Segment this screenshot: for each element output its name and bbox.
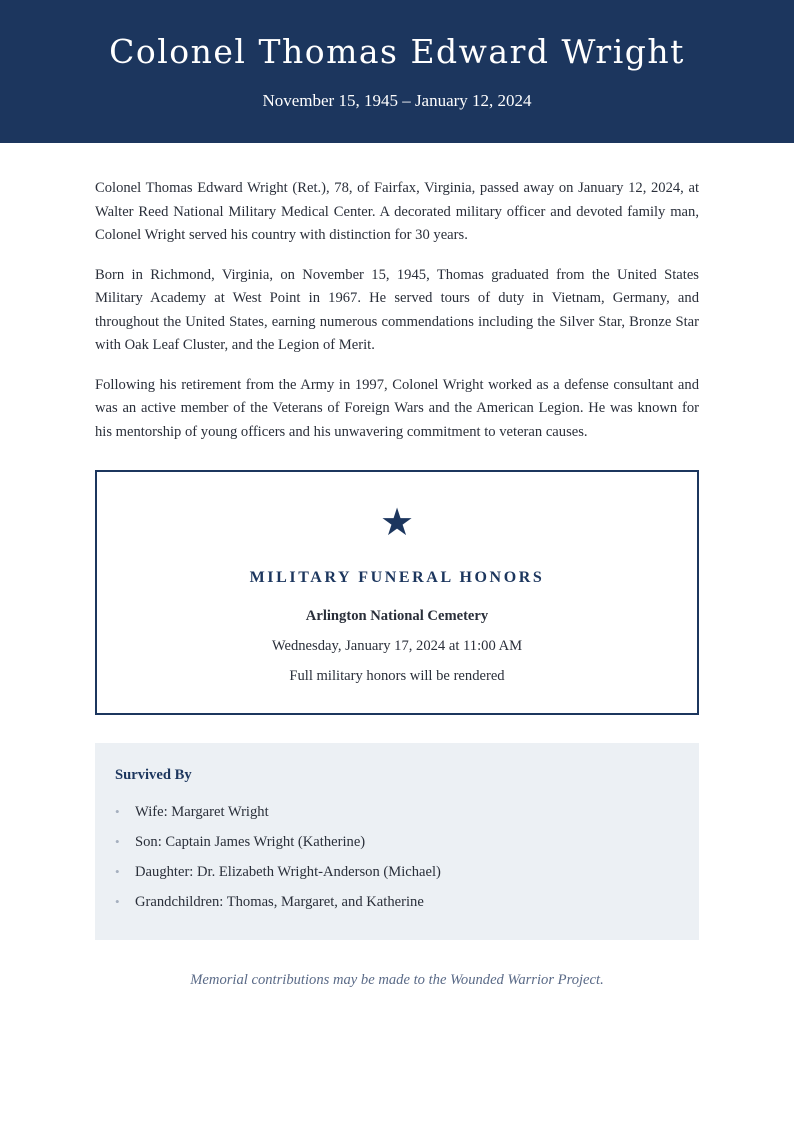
obituary-content (0, 143, 794, 990)
obituary-header (0, 0, 794, 143)
list-item (115, 832, 679, 852)
survivor-text: Daughter: Dr. Elizabeth Wright-Anderson (Michael) (135, 864, 441, 880)
survivor-text: Wife: Margaret Wright (135, 804, 269, 820)
list-item (115, 862, 679, 882)
paragraph-intro: Colonel Thomas Edward Wright (Ret.), 78, of Fairfax, Virginia, passed away on January 12, 2024, at Walter Reed National Military Medical Center. A decorated military officer and devoted family man, Colonel Wright served his country with distinction for 30 years. (95, 180, 699, 243)
bullet-icon: • (115, 864, 120, 879)
list-item (115, 802, 679, 822)
service-datetime: Wednesday, January 17, 2024 at 11:00 AM (271, 638, 523, 654)
paragraph-retirement: Following his retirement from the Army in 1997, Colonel Wright worked as a defense consultant and was an active member of the Veterans of Foreign Wars and the American Legion. He was known for his mentorship of young officers and his unwavering commitment to veteran causes. (95, 376, 699, 440)
list-item (115, 892, 679, 912)
bullet-icon: • (115, 804, 120, 819)
honors-title: MILITARY FUNERAL HONORS (249, 569, 545, 586)
survivor-list (115, 802, 679, 912)
survivor-text: Son: Captain James Wright (Katherine) (135, 834, 366, 850)
paragraph-career: Born in Richmond, Virginia, on November 15, 1945, Thomas graduated from the United States Military Academy at West Point in 1967. He served tours of duty in Vietnam, Germany, and throughout the United States, earning numerous commendations including the Silver Star, Bronze Star with Oak Leaf Cluster, and the Legion of Merit. (95, 266, 699, 353)
service-location: Arlington National Cemetery (305, 608, 489, 624)
deceased-name: Colonel Thomas Edward Wright (109, 32, 685, 71)
memorial-contributions-note: Memorial contributions may be made to the Wounded Warrior Project. (190, 972, 604, 988)
bullet-icon: • (115, 834, 120, 849)
survivor-text: Grandchildren: Thomas, Margaret, and Katherine (135, 894, 424, 910)
survived-by-panel (95, 743, 699, 940)
funeral-honors-box (95, 470, 699, 715)
honors-note: Full military honors will be rendered (289, 668, 505, 684)
survived-by-heading: Survived By (115, 767, 192, 783)
bullet-icon: • (115, 894, 120, 909)
life-dates: November 15, 1945 – January 12, 2024 (262, 91, 532, 110)
star-icon: ★ (379, 500, 415, 544)
obituary-body (95, 177, 699, 444)
